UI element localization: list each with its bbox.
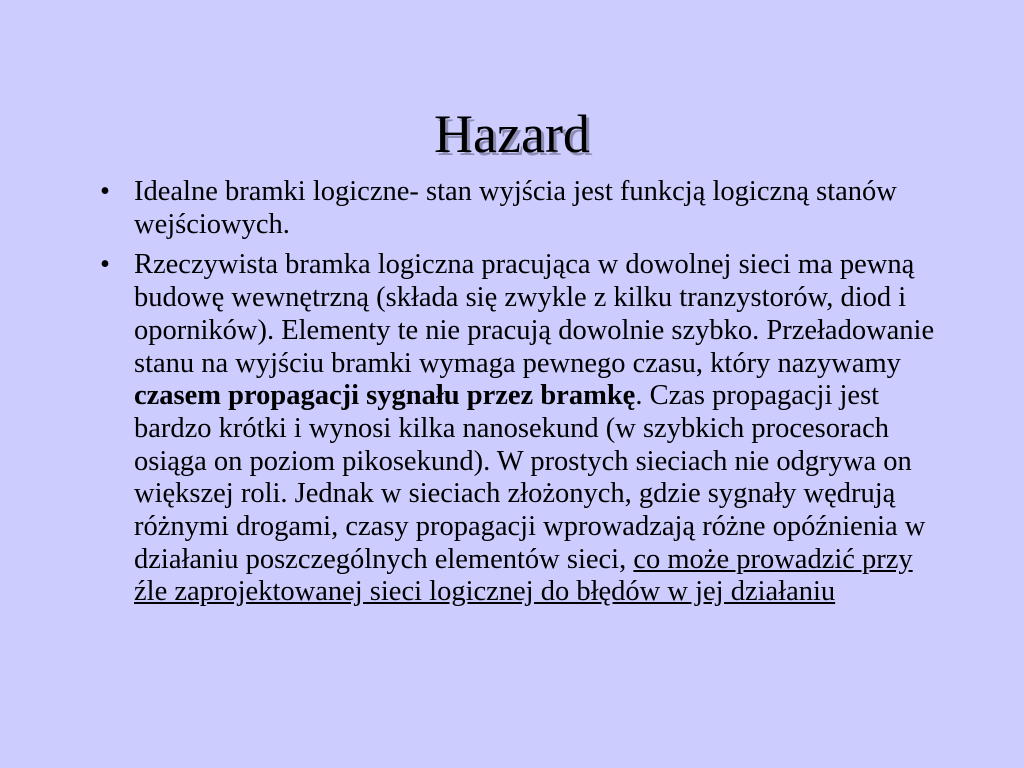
bullet-item-real-gate [100, 249, 942, 609]
bullet-icon: • [100, 176, 110, 207]
underlined-conclusion: co może prowadzić przy źle zaprojektowanej sieci logicznej do błędów w jej działaniu [134, 543, 913, 608]
bullet-text: Idealne bramki logiczne- stan wyjścia jest funkcją logiczną stanów wejściowych. [134, 176, 897, 240]
bullet-text: Rzeczywista bramka logiczna pracująca w dowolnej sieci ma pewną budowę wewnętrzną (składa się zwykle z kilku tranzystorów, diod i oporników). Elementy te nie pracują dowolnie szybko. Przeładowanie stanu na wyjściu bramki wymaga pewnego czasu, który nazywamy [134, 249, 935, 379]
bullet-list [100, 176, 942, 617]
bullet-item-ideal-gates [100, 176, 942, 241]
bullet-text-continued: . Czas propagacji jest bardzo krótki i wynosi kilka nanosekund (w szybkich procesorach osiąga on poziom pikosekund). W prostych sieciach nie odgrywa on większej roli. Jednak w sieciach złożonych, gdzie sygnały wędrują różnymi drogami, czasy propagacji wprowadzają różne opóźnienia w działaniu poszczególnych elementów sieci, [134, 380, 926, 575]
bullet-icon: • [100, 249, 110, 281]
slide-title: Hazard [434, 104, 590, 164]
bold-term-propagation-time: czasem propagacji sygnału przez bramkę [134, 380, 636, 412]
